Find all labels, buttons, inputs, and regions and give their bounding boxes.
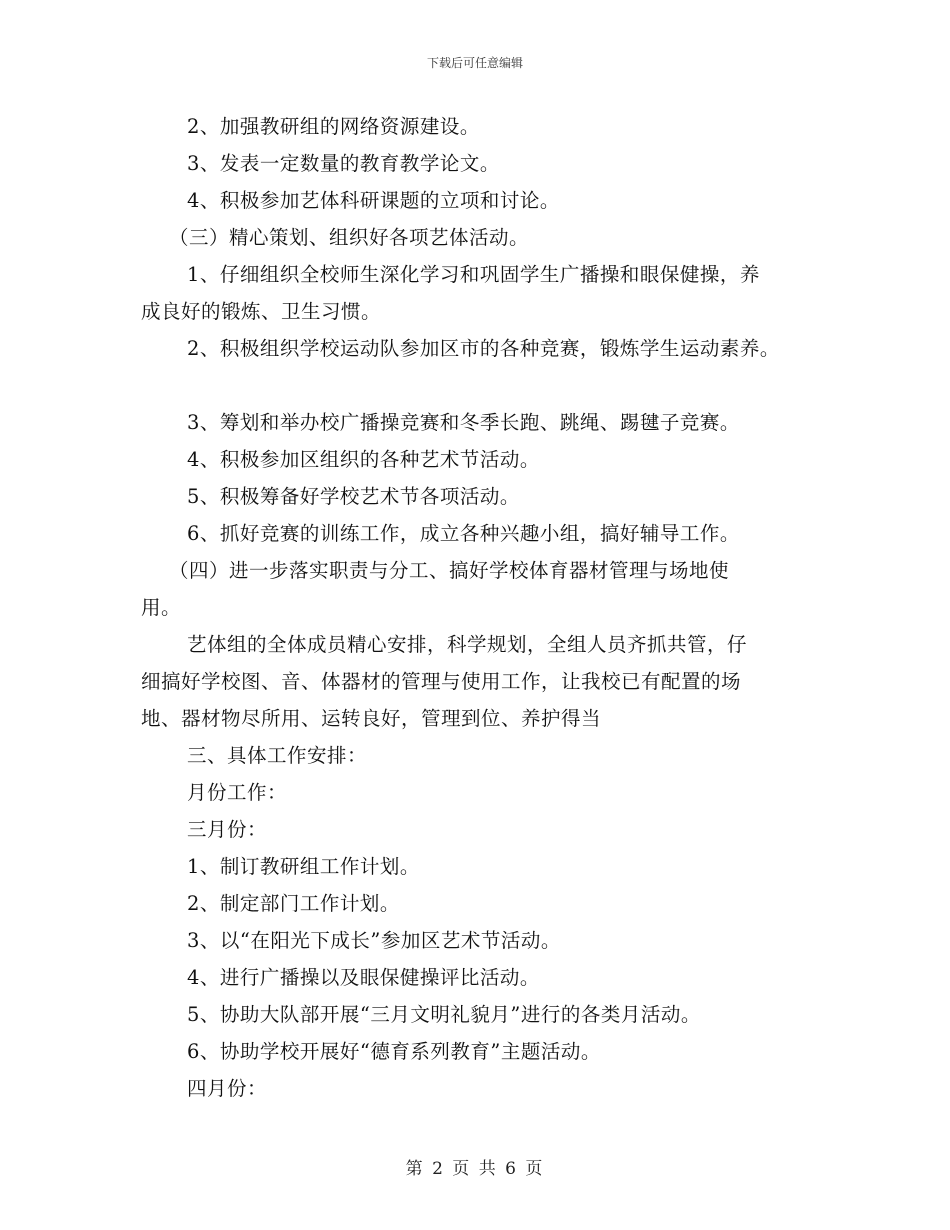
section-heading: 三、具体工作安排：: [187, 744, 368, 767]
paragraph-line: 1、制订教研组工作计划。: [187, 855, 420, 878]
paragraph-line: 3、以“在阳光下成长”参加区艺术节活动。: [187, 929, 561, 952]
month-heading: 三月份：: [187, 818, 268, 841]
paragraph-line: 2、制定部门工作计划。: [187, 892, 400, 915]
paragraph-line: 月份工作：: [187, 781, 288, 804]
paragraph-line: 2、加强教研组的网络资源建设。: [187, 115, 480, 138]
blank-line: [141, 367, 821, 404]
paragraph-line: 细搞好学校图、音、体器材的管理与使用工作，让我校已有配置的场: [141, 670, 742, 693]
paragraph-line: 5、协助大队部开展“三月文明礼貌月”进行的各类月活动。: [187, 1003, 701, 1026]
paragraph-line: 地、器材物尽所用、运转良好，管理到位、养护得当: [141, 707, 602, 730]
document-body: [141, 108, 821, 1107]
month-heading: 四月份：: [187, 1077, 268, 1100]
page-header: 下载后可任意编辑: [426, 56, 523, 70]
paragraph-line: 4、积极参加区组织的各种艺术节活动。: [187, 448, 540, 471]
paragraph-line: 用。: [141, 596, 182, 619]
paragraph-line: 艺体组的全体成员精心安排，科学规划，全组人员齐抓共管，仔: [187, 633, 748, 656]
paragraph-line: 4、积极参加艺体科研课题的立项和讨论。: [187, 189, 560, 212]
paragraph-line: 3、筹划和举办校广播操竞赛和冬季长跑、跳绳、踢毽子竞赛。: [187, 411, 740, 434]
paragraph-line: 4、进行广播操以及眼保健操评比活动。: [187, 966, 540, 989]
paragraph-line: 6、抓好竞赛的训练工作，成立各种兴趣小组，搞好辅导工作。: [187, 522, 740, 545]
section-heading: （三）精心策划、组织好各项艺体活动。: [169, 226, 530, 249]
section-heading: （四）进一步落实职责与分工、搞好学校体育器材管理与场地使: [169, 559, 730, 582]
paragraph-line: 5、积极筹备好学校艺术节各项活动。: [187, 485, 520, 508]
paragraph-line: 成良好的锻炼、卫生习惯。: [141, 300, 382, 323]
page-number-footer: 第 2 页 共 6 页: [405, 1159, 545, 1179]
paragraph-line: 2、积极组织学校运动队参加区市的各种竞赛，锻炼学生运动素养。: [187, 337, 780, 360]
paragraph-line: 3、发表一定数量的教育教学论文。: [187, 152, 500, 175]
paragraph-line: 1、仔细组织全校师生深化学习和巩固学生广播操和眼保健操，养: [187, 263, 760, 286]
paragraph-line: 6、协助学校开展好“德育系列教育”主题活动。: [187, 1040, 601, 1063]
